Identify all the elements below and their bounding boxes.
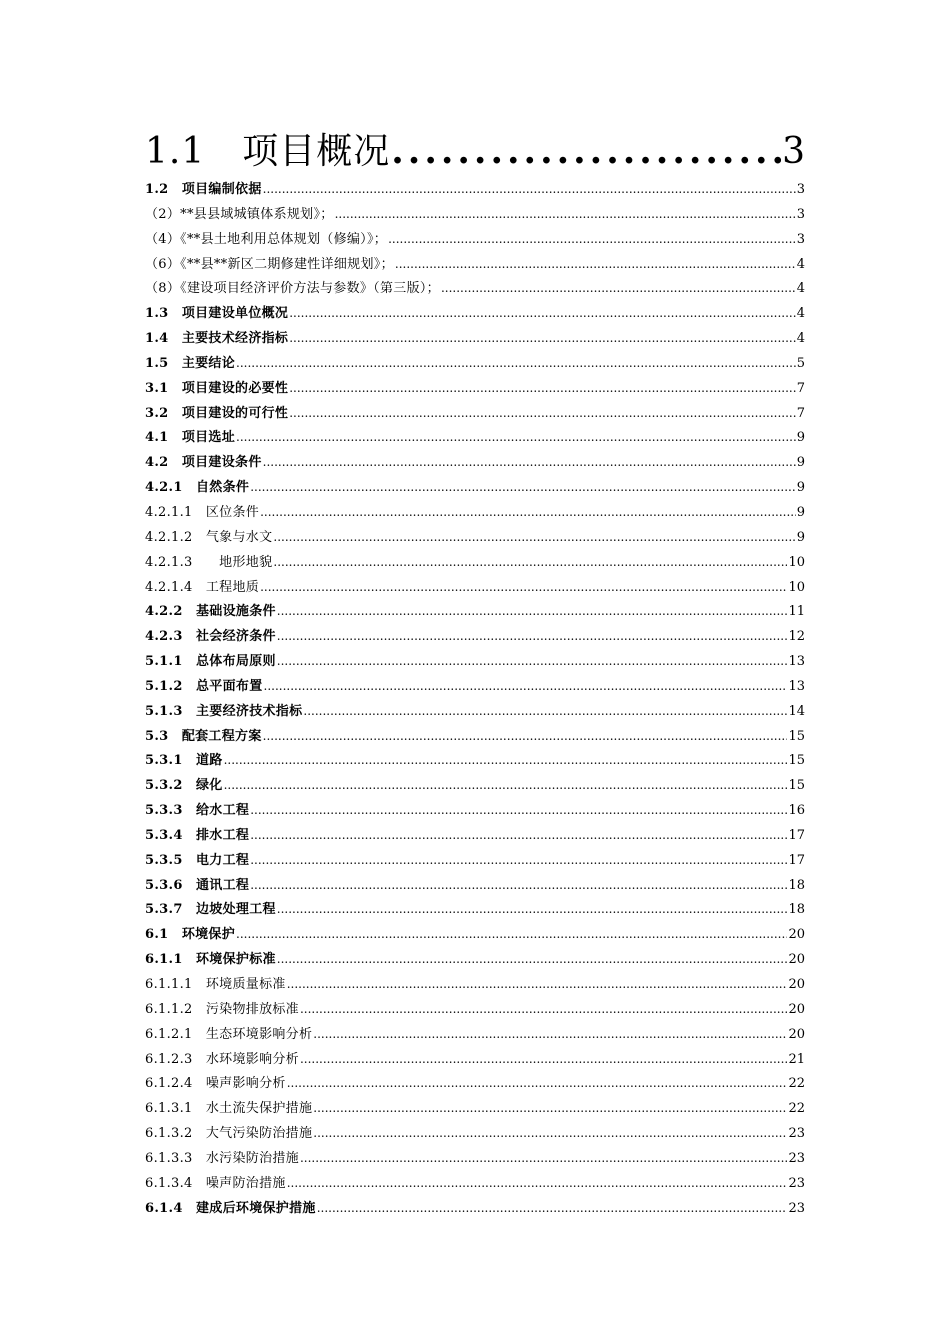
toc-entry-label: 5.3.5 电力工程 [145, 852, 250, 868]
toc-leader-dots [264, 680, 788, 692]
toc-leader-dots [277, 953, 788, 965]
toc-entry-label: 6.1.1.2 污染物排放标准 [145, 1001, 299, 1017]
toc-entry[interactable] [145, 476, 805, 501]
table-of-contents [145, 128, 805, 1221]
toc-entry-page-number: 9 [796, 455, 805, 471]
toc-entry[interactable] [145, 998, 805, 1023]
toc-leader-dots [250, 804, 787, 816]
toc-entry-page-number: 15 [788, 728, 805, 744]
toc-leader-dots [303, 705, 787, 717]
toc-leader-dots [300, 1053, 787, 1065]
toc-entry-label: 4.2 项目建设条件 [145, 455, 262, 471]
toc-entry-page-number: 13 [788, 678, 805, 694]
toc-entry-page-number: 22 [788, 1101, 805, 1117]
toc-entry-page-number: 9 [796, 430, 805, 446]
toc-leader-dots [260, 581, 787, 593]
toc-entry-page-number: 15 [788, 753, 805, 769]
toc-entry-page-number: 3 [782, 131, 805, 172]
toc-entry-label: 6.1.1.1 环境质量标准 [145, 977, 286, 992]
toc-entry[interactable] [145, 377, 805, 402]
toc-leader-dots [236, 357, 796, 369]
toc-entry-label: 1.1 项目概况 [145, 131, 391, 172]
toc-leader-dots [289, 407, 796, 419]
toc-entry-page-number: 17 [788, 827, 805, 843]
toc-entry-label: 5.3.3 给水工程 [145, 803, 250, 819]
toc-entry-page-number: 13 [788, 654, 805, 670]
toc-entry-page-number: 3 [796, 206, 805, 222]
toc-leader-dots [313, 1028, 787, 1040]
toc-entry-page-number: 9 [796, 480, 805, 496]
toc-leader-dots [224, 754, 788, 766]
toc-leader-dots [388, 233, 796, 245]
toc-entry[interactable] [145, 253, 805, 278]
toc-leader-dots [263, 730, 788, 742]
toc-entry-page-number: 20 [788, 1026, 805, 1042]
toc-entry[interactable] [145, 128, 805, 176]
toc-entry-label: （6）《**县**新区二期修建性详细规划》； [145, 256, 394, 272]
toc-entry-page-number: 20 [788, 927, 805, 943]
toc-entry-label: 4.2.1.2 气象与水文 [145, 529, 273, 545]
toc-entry-label: 4.2.1 自然条件 [145, 480, 250, 496]
toc-entry-label: 6.1.3.1 水土流失保护措施 [145, 1101, 313, 1117]
toc-entry[interactable] [145, 749, 805, 774]
toc-entry-label: （2）**县县域城镇体系规划》； [145, 206, 334, 222]
toc-entry[interactable] [145, 402, 805, 427]
toc-entry[interactable] [145, 923, 805, 948]
toc-entry-page-number: 23 [788, 1200, 805, 1216]
toc-leader-dots [277, 630, 788, 642]
toc-entry[interactable] [145, 327, 805, 352]
toc-entry-label: 5.1.1 总体布局原则 [145, 654, 276, 670]
toc-entry-page-number: 20 [788, 952, 805, 968]
toc-entry-label: 4.2.1.4 工程地质 [145, 579, 260, 595]
toc-entry-label: 5.3.4 排水工程 [145, 827, 250, 843]
toc-entry-label: 6.1.3.4 噪声防治措施 [145, 1175, 286, 1191]
toc-leader-dots [277, 655, 788, 667]
toc-leader-dots [289, 307, 796, 319]
toc-leader-dots [441, 282, 796, 294]
toc-entry-label: 5.3.7 边坡处理工程 [145, 902, 276, 918]
toc-entry-page-number: 10 [788, 554, 805, 570]
toc-entry-label: 1.2 项目编制依据 [145, 182, 262, 197]
toc-entry-label: 5.3 配套工程方案 [145, 728, 262, 744]
toc-entry-page-number: 17 [788, 852, 805, 868]
toc-entry-label: 3.1 项目建设的必要性 [145, 380, 289, 396]
toc-entry-page-number: 3 [796, 231, 805, 247]
toc-entry-page-number: 9 [796, 529, 805, 545]
toc-entry-page-number: 16 [788, 803, 805, 819]
toc-entry-page-number: 3 [796, 182, 805, 197]
toc-entry[interactable] [145, 1023, 805, 1048]
toc-entry-label: 6.1.4 建成后环境保护措施 [145, 1200, 316, 1216]
toc-entry[interactable] [145, 725, 805, 750]
toc-leader-dots [263, 456, 796, 468]
toc-leader-dots [236, 431, 796, 443]
toc-entry-page-number: 15 [788, 778, 805, 794]
toc-entry-page-number: 7 [796, 405, 805, 421]
toc-entry-label: 6.1.2.3 水环境影响分析 [145, 1051, 299, 1067]
toc-entry-label: 5.3.6 通讯工程 [145, 877, 250, 893]
toc-leader-dots [273, 556, 787, 568]
toc-entry-label: 6.1.3.2 大气污染防治措施 [145, 1126, 313, 1142]
toc-entry[interactable] [145, 700, 805, 725]
toc-entry[interactable] [145, 675, 805, 700]
toc-entry[interactable] [145, 426, 805, 451]
toc-leader-dots [335, 208, 796, 220]
toc-entry-label: （8）《建设项目经济评价方法与参数》（第三版）； [145, 281, 440, 297]
toc-entry-page-number: 10 [788, 579, 805, 595]
toc-leader-dots [277, 605, 788, 617]
toc-entry-page-number: 18 [788, 902, 805, 918]
toc-entry[interactable] [145, 1072, 805, 1097]
toc-entry[interactable] [145, 600, 805, 625]
toc-leader-dots [287, 978, 788, 990]
toc-entry[interactable] [145, 451, 805, 476]
toc-entry-page-number: 14 [788, 703, 805, 719]
toc-entry[interactable] [145, 1197, 805, 1222]
toc-entry-page-number: 4 [796, 306, 805, 322]
toc-entry[interactable] [145, 774, 805, 799]
toc-leader-dots [289, 332, 796, 344]
toc-entry-label: 3.2 项目建设的可行性 [145, 405, 289, 421]
toc-entry[interactable] [145, 824, 805, 849]
toc-leader-dots [263, 183, 796, 195]
toc-entry[interactable] [145, 849, 805, 874]
toc-entry-label: 4.2.1.3 地形地貌 [145, 554, 273, 570]
toc-leader-dots [287, 1177, 788, 1189]
toc-entry-label: 6.1.1 环境保护标准 [145, 952, 276, 968]
toc-entry-label: 4.2.2 基础设施条件 [145, 604, 276, 620]
toc-entry-label: 1.4 主要技术经济指标 [145, 331, 289, 347]
toc-entry-page-number: 22 [788, 1076, 805, 1092]
toc-leader-dots [260, 506, 796, 518]
toc-leader-dots [300, 1152, 787, 1164]
toc-entry-page-number: 4 [796, 281, 805, 297]
toc-entry-page-number: 4 [796, 256, 805, 272]
toc-leader-dots [250, 829, 787, 841]
toc-entry-page-number: 23 [788, 1126, 805, 1142]
toc-entry[interactable] [145, 501, 805, 526]
toc-leader-dots [273, 531, 795, 543]
toc-entry[interactable] [145, 948, 805, 973]
toc-entry[interactable] [145, 1097, 805, 1122]
toc-entry-page-number: 11 [788, 604, 805, 620]
toc-leader-dots [250, 481, 796, 493]
toc-entry[interactable] [145, 1147, 805, 1172]
toc-leader-dots [287, 1077, 788, 1089]
toc-entry-label: 5.1.3 主要经济技术指标 [145, 703, 303, 719]
toc-entry-label: 4.1 项目选址 [145, 430, 236, 446]
toc-entry-page-number: 20 [788, 1001, 805, 1017]
toc-entry-page-number: 18 [788, 877, 805, 893]
toc-entry-label: 6.1.2.1 生态环境影响分析 [145, 1026, 313, 1042]
toc-entry-label: 1.5 主要结论 [145, 355, 236, 371]
toc-entry-label: 1.3 项目建设单位概况 [145, 306, 289, 322]
toc-leader-dots [236, 928, 787, 940]
toc-leader-dots [224, 779, 788, 791]
toc-entry[interactable] [145, 874, 805, 899]
toc-entry-label: 6.1.2.4 噪声影响分析 [145, 1076, 286, 1092]
toc-entry[interactable] [145, 228, 805, 253]
toc-entry-label: 5.3.2 绿化 [145, 778, 223, 794]
toc-leader-dots [317, 1202, 788, 1214]
toc-entry[interactable] [145, 203, 805, 228]
toc-entry-page-number: 7 [796, 380, 805, 396]
toc-leader-dots [391, 133, 781, 169]
toc-entry[interactable] [145, 650, 805, 675]
toc-entry[interactable] [145, 576, 805, 601]
toc-entry[interactable] [145, 352, 805, 377]
toc-entry[interactable] [145, 625, 805, 650]
toc-entry[interactable] [145, 178, 805, 203]
toc-entry-label: （4）《**县土地利用总体规划（修编）》； [145, 231, 388, 247]
toc-entry-label: 6.1 环境保护 [145, 927, 236, 943]
toc-entry[interactable] [145, 1122, 805, 1147]
toc-entry[interactable] [145, 1172, 805, 1197]
toc-leader-dots [250, 854, 787, 866]
toc-entry-label: 5.1.2 总平面布置 [145, 678, 263, 694]
toc-entry[interactable] [145, 277, 805, 302]
toc-entry-page-number: 5 [796, 355, 805, 371]
toc-entry[interactable] [145, 302, 805, 327]
toc-entry-page-number: 20 [788, 977, 805, 992]
toc-entry[interactable] [145, 526, 805, 551]
toc-entry[interactable] [145, 551, 805, 576]
toc-entry-label: 4.2.3 社会经济条件 [145, 629, 276, 645]
toc-entry-label: 5.3.1 道路 [145, 753, 223, 769]
toc-leader-dots [277, 903, 788, 915]
toc-leader-dots [313, 1127, 787, 1139]
toc-entry-page-number: 23 [788, 1150, 805, 1166]
toc-entry-page-number: 21 [788, 1051, 805, 1067]
toc-entry[interactable] [145, 1048, 805, 1073]
toc-leader-dots [395, 258, 796, 270]
toc-leader-dots [250, 879, 787, 891]
toc-entry[interactable] [145, 973, 805, 998]
toc-entry-page-number: 9 [796, 504, 805, 520]
toc-entry[interactable] [145, 898, 805, 923]
toc-entry-page-number: 23 [788, 1175, 805, 1191]
toc-entry-page-number: 4 [796, 331, 805, 347]
toc-entry-label: 4.2.1.1 区位条件 [145, 504, 260, 520]
toc-leader-dots [313, 1102, 787, 1114]
toc-leader-dots [289, 382, 796, 394]
toc-entry-label: 6.1.3.3 水污染防治措施 [145, 1150, 299, 1166]
toc-leader-dots [300, 1003, 787, 1015]
toc-entry-page-number: 12 [788, 629, 805, 645]
toc-entry[interactable] [145, 799, 805, 824]
